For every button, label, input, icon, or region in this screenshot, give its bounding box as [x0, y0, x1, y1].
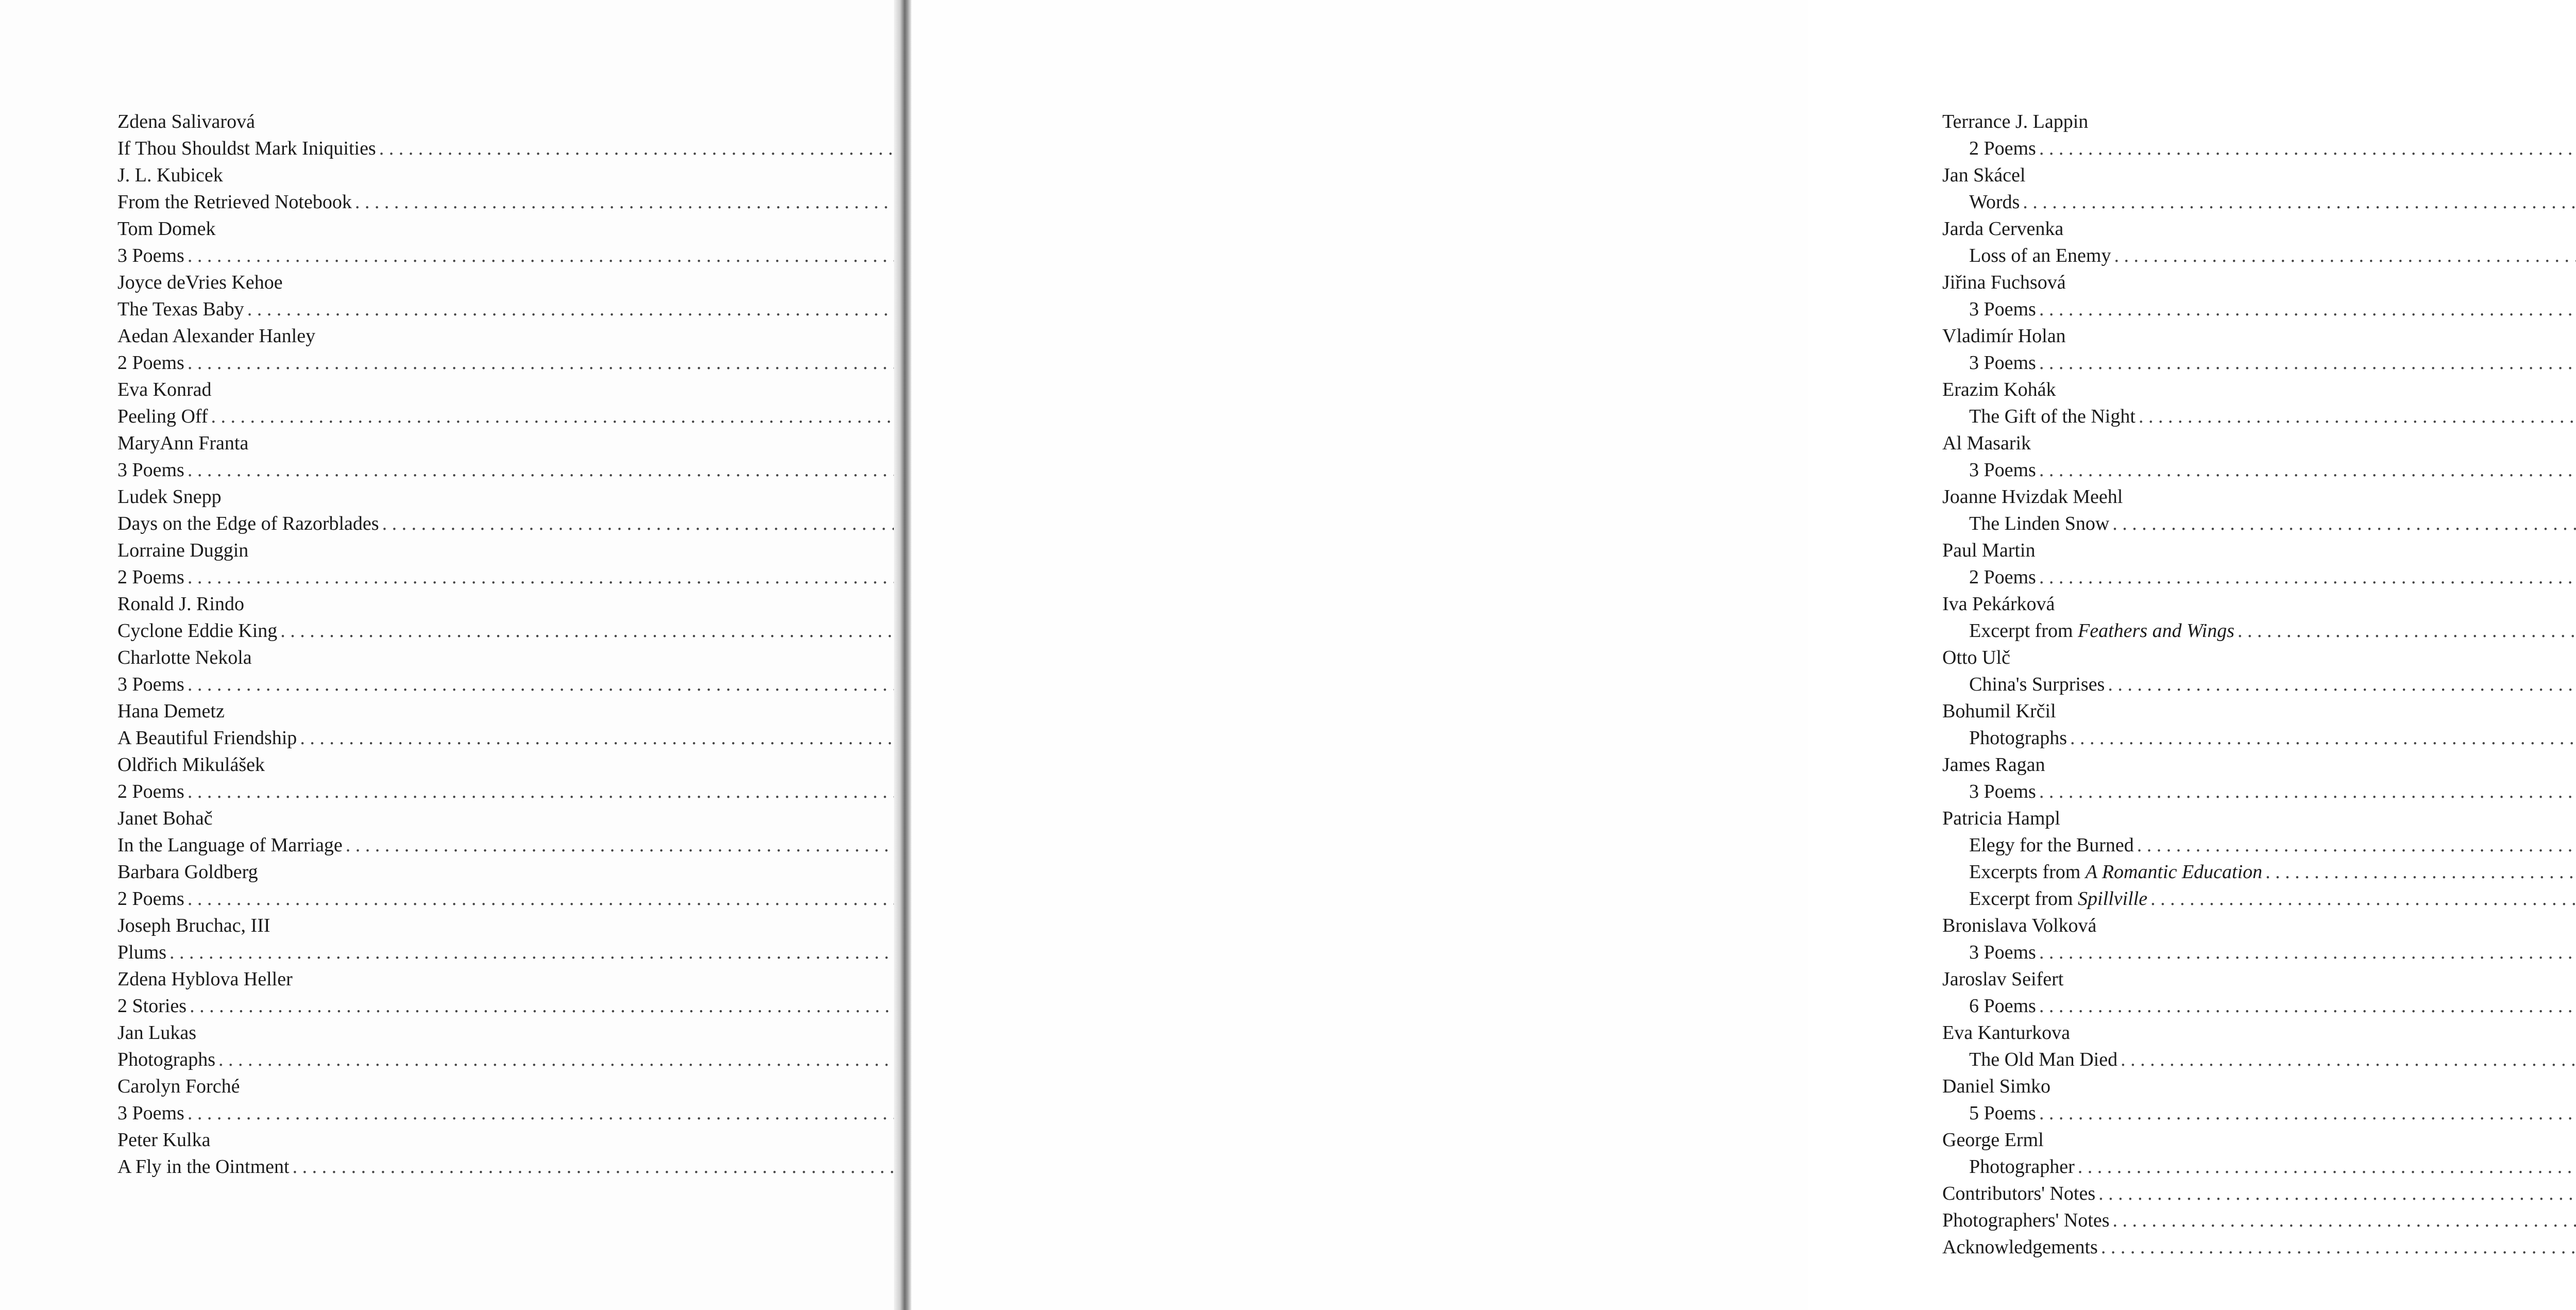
- work-title: China's Surprises: [1969, 674, 2105, 695]
- toc-entry: [1942, 1100, 2576, 1127]
- work-title-prefix: Excerpts from: [1969, 861, 2086, 883]
- toc-entry: [117, 189, 787, 215]
- dot-leader: [2078, 1153, 2576, 1180]
- work-title: Photographer: [1969, 1156, 2075, 1178]
- toc-author: [117, 805, 787, 832]
- right-page: [904, 0, 2263, 1310]
- toc-entry: [117, 617, 787, 644]
- dot-leader: [2112, 510, 2576, 537]
- toc-author: [117, 1019, 787, 1046]
- toc-entry: [1942, 832, 2576, 859]
- work-title-italic: Spillville: [2078, 888, 2148, 910]
- work-title: From the Retrieved Notebook: [117, 191, 352, 213]
- toc-author: [117, 108, 787, 135]
- toc-author: [1942, 162, 2576, 189]
- toc-entry: [1942, 564, 2576, 591]
- toc-author: [117, 1073, 787, 1100]
- work-title: [1969, 885, 2147, 912]
- author-name: Jarda Cervenka: [1942, 218, 2064, 240]
- toc-author: [117, 698, 787, 725]
- toc-entry: [1942, 993, 2576, 1019]
- work-title: [1969, 617, 2234, 644]
- toc-entry: [1942, 457, 2576, 483]
- work-title: Loss of an Enemy: [1969, 245, 2111, 266]
- work-title: Photographs: [1969, 727, 2067, 749]
- back-matter-entry: [1942, 1207, 2576, 1234]
- work-title-prefix: Excerpt from: [1969, 888, 2078, 910]
- dot-leader: [2039, 564, 2576, 591]
- toc-entry: [1942, 939, 2576, 966]
- toc-entry: [1942, 189, 2576, 215]
- toc-author: [1942, 108, 2576, 135]
- toc-entry: [117, 832, 787, 859]
- work-title-italic: A Romantic Education: [2085, 861, 2263, 883]
- toc-author: [117, 912, 787, 939]
- work-title-prefix: Excerpt from: [1969, 620, 2078, 642]
- dot-leader: [2023, 189, 2576, 215]
- author-name: Lorraine Duggin: [117, 540, 249, 561]
- toc-entry: [1942, 403, 2576, 430]
- author-name: Al Masarik: [1942, 432, 2031, 454]
- toc-author: [117, 644, 787, 671]
- toc-author: [1942, 483, 2576, 510]
- author-name: Jaroslav Seifert: [1942, 968, 2064, 990]
- dot-leader: [2121, 1046, 2576, 1073]
- dot-leader: [2039, 778, 2576, 805]
- toc-author: [1942, 644, 2576, 671]
- dot-leader: [2238, 617, 2576, 644]
- dot-leader: [2265, 859, 2576, 885]
- toc-author: [117, 269, 787, 296]
- toc-entry: [1942, 135, 2576, 162]
- work-title: [1969, 859, 2262, 885]
- toc-entry: [1942, 296, 2576, 323]
- work-title: 3 Poems: [1969, 781, 2036, 802]
- author-name: Jiřina Fuchsová: [1942, 272, 2066, 293]
- toc-author: [117, 537, 787, 564]
- work-title: The Texas Baby: [117, 298, 244, 320]
- dot-leader: [2039, 993, 2576, 1019]
- dot-leader: [2070, 725, 2576, 751]
- work-title: A Fly in the Ointment: [117, 1156, 290, 1178]
- dot-leader: [2113, 1207, 2576, 1234]
- work-title: Days on the Edge of Razorblades: [117, 513, 379, 534]
- dot-leader: [2114, 242, 2576, 269]
- work-title: 2 Poems: [1969, 138, 2036, 159]
- work-title: The Linden Snow: [1969, 513, 2110, 534]
- dot-leader: [2039, 939, 2576, 966]
- author-name: Daniel Simko: [1942, 1076, 2051, 1097]
- back-matter-title: Contributors' Notes: [1942, 1183, 2096, 1204]
- toc-author: [1942, 323, 2576, 349]
- author-name: Erazim Kohák: [1942, 379, 2056, 400]
- work-title: Photographs: [117, 1049, 215, 1070]
- toc-author: [117, 215, 787, 242]
- toc-entry: [1942, 1046, 2576, 1073]
- book-gutter: [894, 0, 911, 1310]
- author-name: Hana Demetz: [117, 700, 225, 722]
- toc-author: [1942, 698, 2576, 725]
- author-name: Terrance J. Lappin: [1942, 111, 2089, 132]
- work-title: 2 Poems: [1969, 566, 2036, 588]
- dot-leader: [2039, 135, 2576, 162]
- author-name: Barbara Goldberg: [117, 861, 258, 883]
- work-title: Elegy for the Burned: [1969, 834, 2134, 856]
- dot-leader: [2039, 349, 2576, 376]
- dot-leader: [2101, 1234, 2576, 1261]
- work-title: 5 Poems: [1969, 1102, 2036, 1124]
- toc-author: [1942, 805, 2576, 832]
- toc-entry: [1942, 778, 2576, 805]
- toc-entry: [1942, 1153, 2576, 1180]
- toc-entry: [117, 939, 787, 966]
- toc-author: [117, 966, 787, 993]
- toc-author: [117, 591, 787, 617]
- toc-entry: [117, 1153, 787, 1180]
- work-title: 3 Poems: [1969, 298, 2036, 320]
- toc-entry: [1942, 510, 2576, 537]
- author-name: Charlotte Nekola: [117, 647, 252, 668]
- work-title: The Gift of the Night: [1969, 406, 2136, 427]
- toc-author: [1942, 751, 2576, 778]
- author-name: Oldřich Mikulášek: [117, 754, 265, 776]
- author-name: Eva Konrad: [117, 379, 212, 400]
- back-matter-entry: [1942, 1234, 2576, 1261]
- toc-entry: [117, 457, 787, 483]
- author-name: Joseph Bruchac, III: [117, 915, 270, 936]
- right-toc: [1942, 108, 2576, 1261]
- work-title: 3 Poems: [117, 245, 184, 266]
- work-title: If Thou Shouldst Mark Iniquities: [117, 138, 376, 159]
- dot-leader: [2098, 1180, 2576, 1207]
- dot-leader: [2039, 1100, 2576, 1127]
- toc-entry: [117, 725, 787, 751]
- author-name: Aedan Alexander Hanley: [117, 325, 316, 347]
- toc-author: [1942, 376, 2576, 403]
- author-name: Zdena Salivarová: [117, 111, 255, 132]
- toc-author: [117, 323, 787, 349]
- author-name: Iva Pekárková: [1942, 593, 2055, 615]
- work-title: Cyclone Eddie King: [117, 620, 278, 642]
- toc-entry: [117, 671, 787, 698]
- work-title: 3 Poems: [117, 1102, 184, 1124]
- toc-entry: [1942, 725, 2576, 751]
- toc-author: [1942, 537, 2576, 564]
- author-name: Joyce deVries Kehoe: [117, 272, 283, 293]
- toc-entry: [117, 778, 787, 805]
- toc-author: [1942, 215, 2576, 242]
- toc-author: [1942, 1019, 2576, 1046]
- work-title: Words: [1969, 191, 2020, 213]
- left-page: [0, 0, 899, 1310]
- toc-entry: [1942, 617, 2576, 644]
- author-name: George Erml: [1942, 1129, 2044, 1151]
- work-title: 3 Poems: [117, 459, 184, 481]
- toc-entry: [117, 403, 787, 430]
- work-title: 3 Poems: [1969, 352, 2036, 374]
- work-title: Plums: [117, 942, 167, 963]
- work-title: 3 Poems: [1969, 459, 2036, 481]
- work-title: In the Language of Marriage: [117, 834, 343, 856]
- dot-leader: [2108, 671, 2576, 698]
- toc-author: [1942, 591, 2576, 617]
- toc-author: [117, 483, 787, 510]
- toc-entry: [1942, 671, 2576, 698]
- toc-author: [1942, 966, 2576, 993]
- toc-author: [1942, 1073, 2576, 1100]
- author-name: Paul Martin: [1942, 540, 2036, 561]
- back-matter-entry: [1942, 1180, 2576, 1207]
- toc-entry: [1942, 242, 2576, 269]
- toc-author: [1942, 912, 2576, 939]
- toc-entry: [117, 1046, 787, 1073]
- work-title: 2 Stories: [117, 995, 187, 1017]
- dot-leader: [2039, 296, 2576, 323]
- work-title: Peeling Off: [117, 406, 208, 427]
- author-name: Eva Kanturkova: [1942, 1022, 2070, 1044]
- author-name: MaryAnn Franta: [117, 432, 249, 454]
- toc-author: [117, 430, 787, 457]
- toc-entry: [117, 885, 787, 912]
- dot-leader: [2139, 403, 2576, 430]
- dot-leader: [2039, 457, 2576, 483]
- author-name: J. L. Kubicek: [117, 164, 223, 186]
- toc-author: [117, 376, 787, 403]
- left-toc: [117, 108, 787, 1180]
- author-name: Otto Ulč: [1942, 647, 2010, 668]
- toc-author: [1942, 430, 2576, 457]
- author-name: Carolyn Forché: [117, 1076, 240, 1097]
- author-name: Jan Lukas: [117, 1022, 197, 1044]
- toc-entry: [117, 564, 787, 591]
- toc-entry: [1942, 859, 2576, 885]
- toc-author: [1942, 269, 2576, 296]
- toc-entry: [117, 296, 787, 323]
- dot-leader: [2137, 832, 2576, 859]
- work-title: 2 Poems: [117, 888, 184, 910]
- toc-entry: [117, 1100, 787, 1127]
- toc-author: [117, 859, 787, 885]
- toc-author: [117, 751, 787, 778]
- toc-entry: [117, 349, 787, 376]
- toc-entry: [117, 993, 787, 1019]
- toc-author: [1942, 1127, 2576, 1153]
- work-title: 3 Poems: [1969, 942, 2036, 963]
- work-title: A Beautiful Friendship: [117, 727, 297, 749]
- author-name: Ludek Snepp: [117, 486, 222, 508]
- author-name: Janet Bohač: [117, 808, 213, 829]
- toc-author: [117, 1127, 787, 1153]
- author-name: Zdena Hyblova Heller: [117, 968, 293, 990]
- author-name: Jan Skácel: [1942, 164, 2026, 186]
- toc-entry: [1942, 885, 2576, 912]
- author-name: Bohumil Krčil: [1942, 700, 2056, 722]
- back-matter-title: Photographers' Notes: [1942, 1210, 2110, 1231]
- work-title: 6 Poems: [1969, 995, 2036, 1017]
- toc-entry: [1942, 349, 2576, 376]
- toc-entry: [117, 242, 787, 269]
- author-name: Tom Domek: [117, 218, 216, 240]
- work-title: 2 Poems: [117, 352, 184, 374]
- work-title: 2 Poems: [117, 781, 184, 802]
- work-title: 3 Poems: [117, 674, 184, 695]
- author-name: James Ragan: [1942, 754, 2045, 776]
- author-name: Ronald J. Rindo: [117, 593, 244, 615]
- toc-entry: [117, 510, 787, 537]
- author-name: Vladimír Holan: [1942, 325, 2066, 347]
- author-name: Peter Kulka: [117, 1129, 211, 1151]
- work-title-italic: Feathers and Wings: [2078, 620, 2235, 642]
- author-name: Patricia Hampl: [1942, 808, 2060, 829]
- toc-entry: [117, 135, 787, 162]
- author-name: Joanne Hvizdak Meehl: [1942, 486, 2123, 508]
- back-matter-title: Acknowledgements: [1942, 1236, 2098, 1258]
- author-name: Bronislava Volková: [1942, 915, 2097, 936]
- work-title: The Old Man Died: [1969, 1049, 2118, 1070]
- work-title: 2 Poems: [117, 566, 184, 588]
- toc-author: [117, 162, 787, 189]
- dot-leader: [2150, 885, 2576, 912]
